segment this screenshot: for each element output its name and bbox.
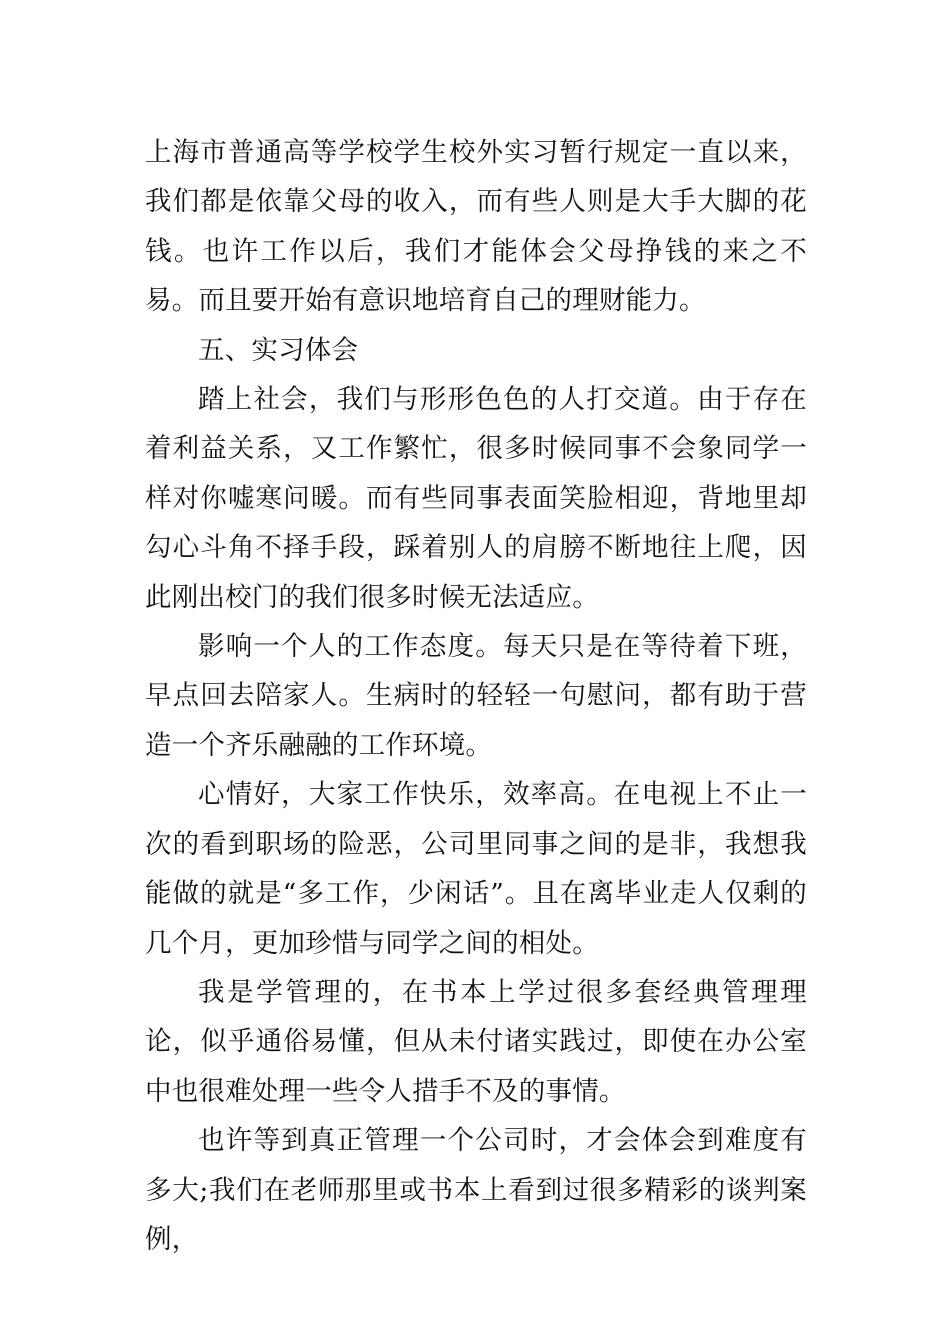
paragraph-real-management: 也许等到真正管理一个公司时，才会体会到难度有多大;我们在老师那里或书本上看到过很多精彩的谈判案例，: [145, 1125, 807, 1255]
paragraph-finance: 上海市普通高等学校学生校外实习暂行规定一直以来，我们都是依靠父母的收入，而有些人则是大手大脚的花钱。也许工作以后，我们才能体会父母挣钱的来之不易。而且要开始有意识地培育自己的理财能力。: [145, 137, 807, 317]
paragraph-management-study: 我是学管理的，在书本上学过很多套经典管理理论，似乎通俗易懂，但从未付诸实践过，即使在办公室中也很难处理一些令人措手不及的事情。: [145, 976, 807, 1107]
paragraph-work-attitude: 影响一个人的工作态度。每天只是在等待着下班，早点回去陪家人。生病时的轻轻一句慰问，都有助于营造一个齐乐融融的工作环境。: [145, 631, 807, 761]
paragraph-good-mood: 心情好，大家工作快乐，效率高。在电视上不止一次的看到职场的险恶，公司里同事之间的是非，我想我能做的就是“多工作，少闲话”。且在离毕业走人仅剩的几个月，更加珍惜与同学之间的相处。: [145, 779, 807, 959]
paragraph-social-relations: 踏上社会，我们与形形色色的人打交道。由于存在着利益关系，又工作繁忙，很多时候同事不会象同学一样对你嘘寒问暖。而有些同事表面笑脸相迎，背地里却勾心斗角不择手段，踩着别人的肩膀不断地往上爬，因此刚出校门的我们很多时候无法适应。: [145, 384, 807, 613]
document-body: [145, 128, 807, 1264]
section-heading-internship-reflections: 五、实习体会: [198, 334, 359, 366]
